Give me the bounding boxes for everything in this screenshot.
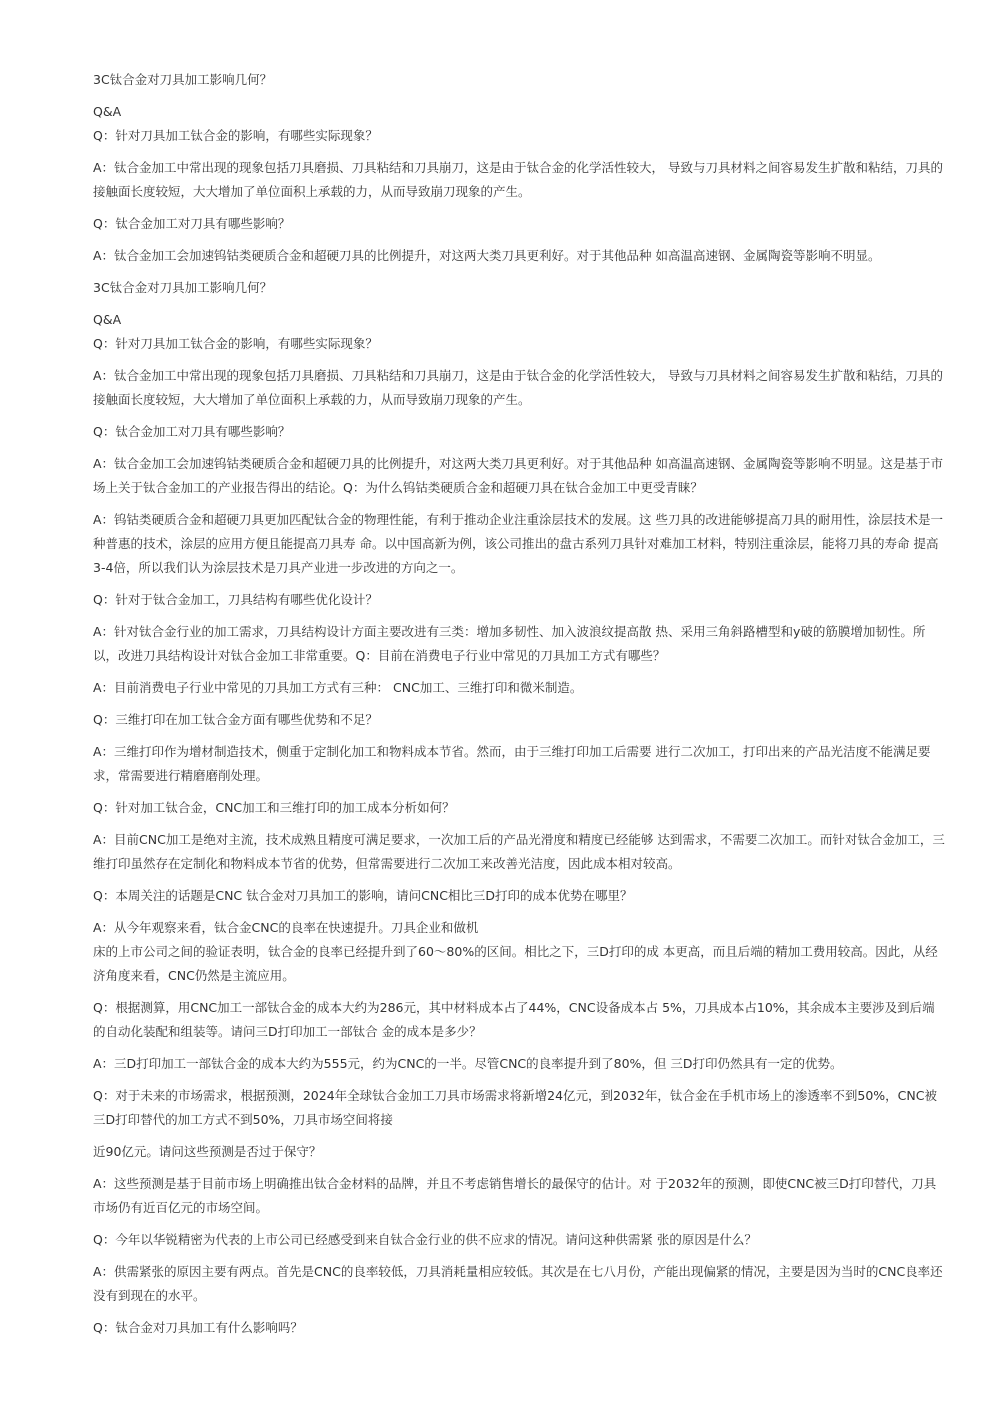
answer-paragraph: A：钛合金加工中常出现的现象包括刀具磨损、刀具粘结和刀具崩刀，这是由于钛合金的化学活性较大， 导致与刀具材料之间容易发生扩散和粘结，刀具的接触面长度较短，大大增加了单位面积上承载的力，从而导致崩刀现象的产生。 — [93, 368, 944, 407]
answer-paragraph: A：钨钴类硬质合金和超硬刀具更加匹配钛合金的物理性能，有利于推动企业注重涂层技术的发展。这 些刀具的改进能够提高刀具的耐用性，涂层技术是一种普惠的技术，涂层的应用方便且能提高刀具寿 命。以中国高新为例，该公司推出的盘古系列刀具针对难加工材料，特别注重涂层，能将刀具的寿命 提高3-4倍，所以我们认为涂层技术是刀具产业进一步改进的方向之一。 — [93, 512, 944, 575]
question-paragraph: Q：今年以华锐精密为代表的上市公司已经感受到来自钛合金行业的供不应求的情况。请问这种供需紧 张的原因是什么？ — [93, 1232, 757, 1247]
question-paragraph: Q：根据测算，用CNC加工一部钛合金的成本大约为286元，其中材料成本占了44%，CNC设备成本占 5%，刀具成本占10%，其余成本主要涉及到后端的自动化装配和组装等。请问三D打印加工一部钛合 金的成本是多少？ — [93, 1000, 935, 1039]
answer-paragraph: A：钛合金加工中常出现的现象包括刀具磨损、刀具粘结和刀具崩刀，这是由于钛合金的化学活性较大， 导致与刀具材料之间容易发生扩散和粘结，刀具的接触面长度较短，大大增加了单位面积上承载的力，从而导致崩刀现象的产生。 — [93, 160, 944, 199]
question-paragraph: Q：钛合金对刀具加工有什么影响吗？ — [93, 1320, 303, 1335]
question-paragraph-continued: 近90亿元。请问这些预测是否过于保守？ — [93, 1144, 322, 1159]
heading-2: 3C钛合金对刀具加工影响几何？ — [93, 280, 273, 295]
heading-1: 3C钛合金对刀具加工影响几何？ — [93, 72, 273, 87]
answer-paragraph: A：目前消费电子行业中常见的刀具加工方式有三种： CNC加工、三维打印和微米制造。 — [93, 680, 583, 695]
document-page — [93, 68, 945, 1348]
answer-paragraph: A：这些预测是基于目前市场上明确推出钛合金材料的品牌，并且不考虑销售增长的最保守的估计。对 于2032年的预测，即使CNC被三D打印替代，刀具市场仍有近百亿元的市场空间。 — [93, 1176, 937, 1215]
answer-paragraph: A：针对钛合金行业的加工需求，刀具结构设计方面主要改进有三类：增加多韧性、加入波浪纹提高散 热、采用三角斜路槽型和y破的筋膜增加韧性。所以，改进刀具结构设计对钛合金加工非常重要。Q：目前在消费电子行业中常见的刀具加工方式有哪些？ — [93, 624, 926, 663]
qa-label: Q&A — [93, 104, 122, 119]
question-paragraph: Q：针对加工钛合金，CNC加工和三维打印的加工成本分析如何？ — [93, 800, 455, 815]
answer-paragraph: A：三维打印作为增材制造技术，侧重于定制化加工和物料成本节省。然而，由于三维打印加工后需要 进行二次加工，打印出来的产品光洁度不能满足要求，常需要进行精磨磨削处理。 — [93, 744, 931, 783]
answer-paragraph: A：钛合金加工会加速钨钴类硬质合金和超硬刀具的比例提升，对这两大类刀具更利好。对于其他品种 如高温高速钢、金属陶瓷等影响不明显。 — [93, 248, 881, 263]
answer-paragraph: A：从今年观察来看，钛合金CNC的良率在快速提升。刀具企业和做机 — [93, 920, 479, 935]
question-paragraph: Q：针对刀具加工钛合金的影响，有哪些实际现象？ — [93, 128, 378, 143]
question-paragraph: Q：本周关注的话题是CNC 钛合金对刀具加工的影响，请问CNC相比三D打印的成本优势在哪里？ — [93, 888, 633, 903]
question-paragraph: Q：钛合金加工对刀具有哪些影响？ — [93, 424, 291, 439]
answer-paragraph-continued: 床的上市公司之间的验证表明，钛合金的良率已经提升到了60～80%的区间。相比之下，三D打印的成 本更高，而且后端的精加工费用较高。因此，从经济角度来看，CNC仍然是主流应用。 — [93, 944, 938, 983]
answer-paragraph: A：三D打印加工一部钛合金的成本大约为555元，约为CNC的一半。尽管CNC的良率提升到了80%，但 三D打印仍然具有一定的优势。 — [93, 1056, 843, 1071]
qa-label: Q&A — [93, 312, 122, 327]
question-paragraph: Q：对于未来的市场需求，根据预测，2024年全球钛合金加工刀具市场需求将新增24亿元，到2032年，钛合金在手机市场上的渗透率不到50%，CNC被三D打印替代的加工方式不到50%，刀具市场空间将接 — [93, 1088, 937, 1127]
question-paragraph: Q：针对刀具加工钛合金的影响，有哪些实际现象？ — [93, 336, 378, 351]
answer-paragraph: A：钛合金加工会加速钨钴类硬质合金和超硬刀具的比例提升，对这两大类刀具更利好。对于其他品种 如高温高速钢、金属陶瓷等影响不明显。这是基于市场上关于钛合金加工的产业报告得出的结论。Q：为什么钨钴类硬质合金和超硬刀具在钛合金加工中更受青睐？ — [93, 456, 944, 495]
answer-paragraph: A：目前CNC加工是绝对主流，技术成熟且精度可满足要求，一次加工后的产品光滑度和精度已经能够 达到需求，不需要二次加工。而针对钛合金加工，三维打印虽然存在定制化和物料成本节省的优势，但常需要进行二次加工来改善光洁度，因此成本相对较高。 — [93, 832, 945, 871]
answer-paragraph: A：供需紧张的原因主要有两点。首先是CNC的良率较低，刀具消耗量相应较低。其次是在七八月份，产能出现偏紧的情况，主要是因为当时的CNC良率还没有到现在的水平。 — [93, 1264, 943, 1303]
question-paragraph: Q：针对于钛合金加工，刀具结构有哪些优化设计？ — [93, 592, 378, 607]
question-paragraph: Q：三维打印在加工钛合金方面有哪些优势和不足？ — [93, 712, 378, 727]
question-paragraph: Q：钛合金加工对刀具有哪些影响？ — [93, 216, 291, 231]
